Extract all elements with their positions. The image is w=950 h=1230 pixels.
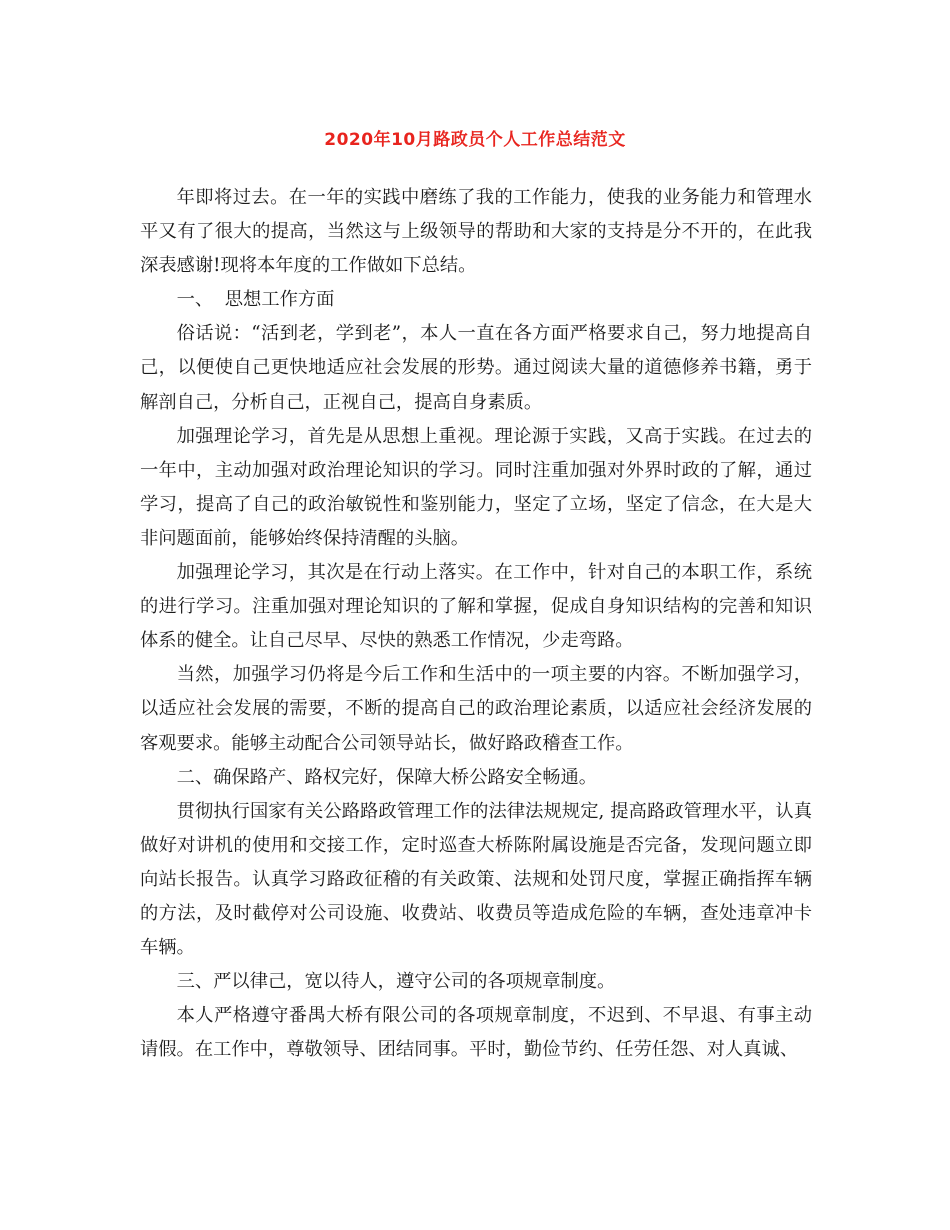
section-heading-3: 三、严以律己，宽以待人，遵守公司的各项规章制度。 bbox=[176, 971, 616, 993]
document-title: 2020年10月路政员个人工作总结范文 bbox=[324, 130, 626, 150]
section-heading-1: 一、 思想工作方面 bbox=[176, 289, 335, 311]
paragraph-self-improvement: 俗话说：“活到老，学到老”，本人一直在各方面严格要求自己，努力地提高自己，以便使自己更快地适应社会发展的形势。通过阅读大量的道德修养书籍，勇于解剖自己，分析自己，正视自己，提高自身素质。 bbox=[140, 323, 812, 413]
paragraph-discipline: 本人严格遵守番禺大桥有限公司的各项规章制度，不迟到、不早退、有事主动请假。在工作中，尊敬领导、团结同事。平时，勤俭节约、任劳任怨、对人真诚、 bbox=[140, 1005, 812, 1061]
paragraph-theory-study-2: 加强理论学习，其次是在行动上落实。在工作中，针对自己的本职工作，系统的进行学习。注重加强对理论知识的了解和掌握，促成自身知识结构的完善和知识体系的健全。让自己尽早、尽快的熟悉工作情况，少走弯路。 bbox=[140, 562, 812, 652]
paragraph-road-administration: 贯彻执行国家有关公路路政管理工作的法律法规规定, 提高路政管理水平，认真做好对讲机的使用和交接工作，定时巡查大桥陈附属设施是否完备，发现问题立即向站长报告。认真学习路政征稽的有关政策、法规和处罚尺度，掌握正确指挥车辆的方法，及时截停对公司设施、收费站、收费员等造成危险的车辆，查处违章冲卡车辆。 bbox=[140, 800, 812, 959]
section-heading-2: 二、确保路产、路权完好，保障大桥公路安全畅通。 bbox=[176, 766, 598, 788]
paragraph-theory-study-1: 加强理论学习，首先是从思想上重视。理论源于实践，又高于实践。在过去的一年中，主动加强对政治理论知识的学习。同时注重加强对外界时政的了解，通过学习，提高了自己的政治敏锐性和鉴别能力，坚定了立场，坚定了信念，在大是大非问题面前，能够始终保持清醒的头脑。 bbox=[140, 425, 812, 549]
document-body bbox=[140, 181, 812, 1067]
paragraph-intro: 年即将过去。在一年的实践中磨练了我的工作能力，使我的业务能力和管理水平又有了很大的提高，当然这与上级领导的帮助和大家的支持是分不开的，在此我深表感谢!现将本年度的工作做如下总结。 bbox=[140, 187, 812, 277]
paragraph-continued-learning: 当然，加强学习仍将是今后工作和生活中的一项主要的内容。不断加强学习，以适应社会发展的需要，不断的提高自己的政治理论素质，以适应社会经济发展的客观要求。能够主动配合公司领导站长，做好路政稽查工作。 bbox=[140, 664, 812, 754]
